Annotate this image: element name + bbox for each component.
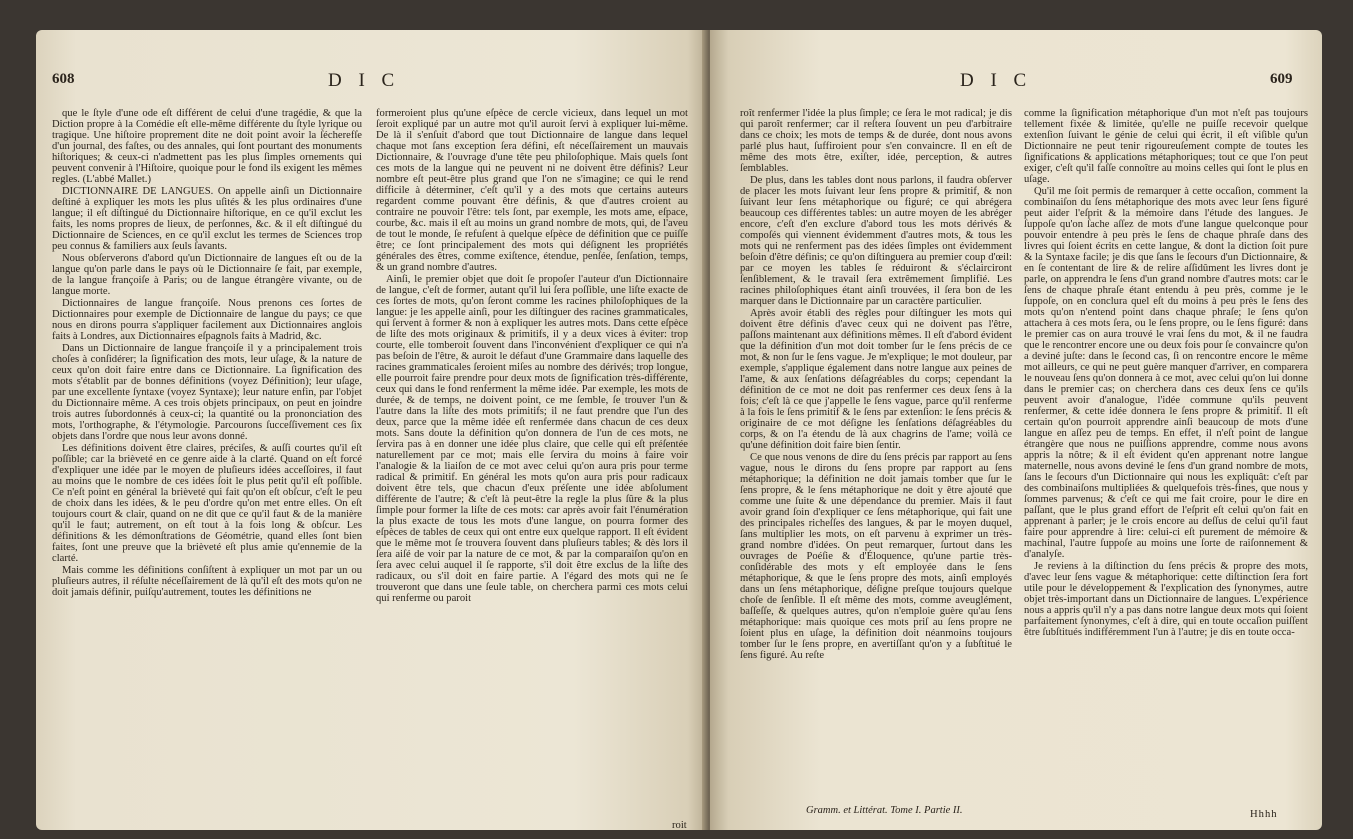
paragraph: Les définitions doivent être claires, préciſes, & auſſi courtes qu'il eſt poſſible; car la brièveté en ce genre aide à la clarté. Quand on eſt forcé d'expliquer une idée par le moyen de pluſieurs idées acceſſoires, il faut au moins que le nombre de ces idées ſoit le plus petit qu'il eſt poſſible. Ce n'eſt point en général la brièveté qui fait qu'on eſt obſcur, c'eſt le peu de choix dans les idées, & le peu d'ordre qu'on met entre elles. On eſt toujours court & clair, quand on ne dit que ce qu'il faut & de la manière qu'il le faut; autrement, on eſt tout à la fois long & obſcur. Les définitions & les démonſtrations de Géométrie, quand elles ſont bien faites, ſont une preuve que la brièveté eſt plus amie qu'ennemie de la clarté. — [52, 443, 362, 564]
paragraph: Dans un Dictionnaire de langue françoiſe il y a principalement trois choſes à conſidérer; la ſignification des mots, leur uſage, & la nature de ceux qu'on doit faire entre dans ce Dictionnaire. La ſignification des mots s'établit par de bonnes définitions (voyez Définition); leur uſage, par une excellente ſyntaxe (voyez Syntaxe); leur nature enfin, par l'objet du Dictionnaire même. A ces trois objets principaux, on peut en joindre trois autres ſubordonnés à ceux-ci; la quantité ou la prononciation des mots, l'orthographe, & l'étymologie. Parcourons ſucceſſivement ces ſix objets dans l'ordre que nous leur avons donné. — [52, 343, 362, 442]
paragraph: Qu'il me ſoit permis de remarquer à cette occaſion, comment la combinaiſon du ſens métaphorique des mots avec leur ſens figuré peut aider l'eſprit & la mémoire dans l'étude des langues. Je ſuppoſe qu'on ſache aſſez de mots d'une langue quelconque pour pouvoir entendre à peu près le ſens de chaque phraſe dans des livres qui ſoient écrits en cette langue, & dont la diction ſoit pure & la Syntaxe facile; je dis que ſans le ſecours d'un Dictionnaire, & en ſe contentant de lire & de relire aſſidûment les livres dont je parle, on apprendra le ſens d'un grand nombre d'autres mots: car le ſens de chaque phraſe étant entendu à peu près, comme je le ſuppoſe, on en conclura quel eſt du moins à peu près le ſens des mots qu'on n'entend point dans chaque phraſe; le ſens qu'on attachera à ces mots ſera, ou le ſens propre, ou le ſens figuré: dans le premier cas on aura trouvé le vrai ſens du mot, & il ne faudra que le rencontrer encore une ou deux fois pour ſe convaincre qu'on a deviné juſte: dans le ſecond cas, ſi on rencontre encore le même mot ailleurs, ce qui ne peut guère manquer d'arriver, en comparera le nouveau ſens qu'on donnera à ce mot, avec celui qu'on lui donne dans le premier cas; on cherchera dans ces deux ſens ce qu'ils peuvent avoir d'analogue, l'idée commune qu'ils peuvent renfermer, & cette idée donnera le ſens propre & primitif. Il eſt certain qu'on pourroit apprendre ainſi beaucoup de mots d'une langue en aſſez peu de temps. En effet, il n'eſt point de langue étrangère que nous ne puiſſions apprendre, comme nous avons appris la nôtre; & il eſt évident qu'en apprenant notre langue maternelle, nous avons deviné le ſens d'un grand nombre de mots, ſans le ſecours d'un Dictionnaire qui nous les expliquât: c'eſt par des combinaiſons multipliées & quelquefois très-fines, que nous y ſommes parvenus; & c'eſt ce qui me fait croire, pour le dire en paſſant, que le plus grand effort de l'eſprit eſt celui qu'on fait en apprenant à parler; je le crois encore au deſſus de celui qu'il faut faire pour apprendre à lire: celui-ci eſt purement de mémoire & machinal, l'autre ſuppoſe au moins une ſorte de raiſonnement & d'analyſe. — [1024, 186, 1308, 560]
right-page — [710, 30, 1322, 830]
paragraph: Ainſi, le premier objet que doit ſe propoſer l'auteur d'un Dictionnaire de langue, c'eſt de former, autant qu'il lui ſera poſſible, une liſte exacte de ces ſortes de mots, qu'on ſeront comme les racines philoſophiques de la langue: je les appelle ainſi, pour les diſtinguer des racines grammaticales, qui ſervent à former & non à expliquer les autres mots. Dans cette eſpèce de liſte des mots originaux & primitifs, il y a deux vices à éviter: trop courte, elle tomberoit ſouvent dans l'inconvénient d'expliquer ce qui n'a pas beſoin de l'être, & auroit le défaut d'une Grammaire dans laquelle des racines grammaticales ſeroient miſes au nombre des dérivés; trop longue, elle pourroit faire prendre pour deux mots de ſignification très-différente, ceux qui dans le fond renferment la même idée. Par exemple, les mots de durée, & de temps, ne doivent point, ce me ſemble, ſe trouver l'un & l'autre dans la liſte des mots primitifs; il ne faut prendre que l'un des deux, parce que la même idée eſt renfermée dans chacun de ces deux mots. Sans doute la définition qu'on donnera de l'un de ces mots, ne ſervira pas à en donner une idée plus claire, que celle qui eſt préſentée naturellement par ce mot; mais elle ſervira du moins à faire voir l'analogie & la liaiſon de ce mot avec celui qu'on aura pris pour terme radical & primitif. En général les mots qu'on aura pris pour radicaux doivent être tels, que chacun d'eux préſente une idée abſolument différente de l'autre; & c'eſt là peut-être la regle la plus ſûre & la plus ſimple pour former la liſte de ces mots: car après avoir fait l'énumération la plus exacte de tous les mots d'une langue, on pourra former des eſpèces de tables de ceux qui ont entre eux quelque rapport. Il eſt évident que le même mot ſe trouvera ſouvent dans pluſieurs tables; & dès lors il ſera aiſé de voir par la nature de ce mot, & par la comparaiſon qu'on en ſera avec celui auquel il ſe rapporte, s'il doit être exclus de la liſte des radicaux, ou s'il doit en faire partie. A l'égard des mots qui ne ſe trouveront que dans une ſeule table, on cherchera parmi ces mots celui qui renferme ou paroit — [376, 274, 688, 604]
paragraph: roît renfermer l'idée la plus ſimple; ce ſera le mot radical; je dis qui paroît renfermer; car il reſtera ſouvent un peu d'arbitraire dans ce choix; les mots de temps & de durée, dont nous avons parlé plus haut, ſuffiroient pour s'en convaincre. Il en eſt de même des mots être, exiſter, idée, perception, & autres ſemblables. — [740, 108, 1012, 174]
paragraph: Après avoir établi des règles pour diſtinguer les mots qui doivent être définis d'avec ceux qui ne doivent pas l'être, paſſons maintenant aux définitions mêmes. Il eſt d'abord évident que la définition d'un mot doit tomber ſur le ſens précis de ce mot, & non ſur le ſens vague. Je m'explique; le mot douleur, par exemple, s'applique également dans notre langue aux peines de l'ame, & aux ſenſations déſagréables du corps; cependant la définition de ce mot ne doit pas renfermer ces deux ſens à la fois; c'eſt là ce que j'appelle le ſens vague, parce qu'il renferme à la fois le ſens primitif & le ſens par extenſion: le ſens précis & originaire de ce mot déſigne les ſenſations déſagréables du corps, & on l'a étendu de là aux chagrins de l'ame; voilà ce qu'une définition doit faire bien ſentir. — [740, 308, 1012, 451]
paragraph: Nous obſerverons d'abord qu'un Dictionnaire de langues eſt ou de la langue qu'on parle dans le pays où le Dictionnaire ſe fait, par exemple, de la langue françoiſe à Paris; ou de langue étrangère vivante, ou de langue morte. — [52, 253, 362, 297]
paragraph: Je reviens à la diſtinction du ſens précis & propre des mots, d'avec leur ſens vague & métaphorique: cette diſtinction ſera fort utile pour le développement & l'explication des ſynonymes, autre objet très-important dans un Dictionnaire de langues. L'expérience nous a appris qu'il n'y a pas dans notre langue deux mots qui ſoient parfaitement ſynonymes, c'eſt à dire, qui en toute occaſion puiſſent être ſubſtitués indifféremment l'un à l'autre; je dis en toute occa- — [1024, 561, 1308, 638]
paragraph: DICTIONNAIRE DE LANGUES. On appelle ainſi un Dictionnaire deſtiné à expliquer les mots les plus uſités & les plus ordinaires d'une langue; il eſt diſtingué du Dictionnaire hiſtorique, en ce qu'il exclut les faits, les noms propres de lieux, de perſonnes, &c. & il eſt diſtingué du Dictionnaire de Sciences, en ce qu'il exclut les termes de Sciences trop peu connus & familiers aux ſeuls ſavants. — [52, 186, 362, 252]
paragraph: que le ſtyle d'une ode eſt différent de celui d'une tragédie, & que la Diction propre à la Comédie eſt elle-même différente du ſtyle lyrique ou tragique. Une hiſtoire proprement dite ne doit point avoir la ſécherefſe d'un journal, des faſtes, ou des annales, qui ſont pourtant des monuments hiſtoriques; & ceux-ci n'admettent pas les plus ſimples ornements qui peuvent convenir à l'Hiſtoire, quoique pour le fond ils exigent les mêmes regles. (L'abbé Mallet.) — [52, 108, 362, 185]
right-column-1 — [740, 108, 1012, 802]
paragraph: Mais comme les définitions conſiſtent à expliquer un mot par un ou pluſieurs autres, il réſulte néceſſairement de là qu'il eſt des mots qu'on ne doit jamais définir, puiſqu'autrement, toutes les définitions ne — [52, 565, 362, 598]
left-column-2 — [376, 108, 688, 816]
paragraph: De plus, dans les tables dont nous parlons, il faudra obſerver de placer les mots ſuivant leur ſens propre & primitif, & non ſuivant leur ſens métaphorique ou figuré; ce qui abrégera beaucoup ces différentes tables: un autre moyen de les abréger encore, c'eſt d'en exclure d'abord tous les mots dérivés & compoſés qui viennent évidemment d'autres mots, & tous les mots qui ne renferment pas des idées ſimples ont évidemment beſoin d'être définis; ce qu'on diſtinguera au premier coup d'œil: par ce moyen les tables ſe réduiront & s'éclairciront ſenſiblement, & le travail ſera extrêmement ſimplifié. Les racines philoſophiques étant ainſi trouvées, il ſera bon de les marquer dans le Dictionnaire par un caractère particulier. — [740, 175, 1012, 307]
paragraph: formeroient plus qu'une eſpèce de cercle vicieux, dans lequel un mot ſeroit expliqué par un autre mot qu'il auroit ſervi à expliquer lui-même. De là il s'enſuit d'abord que tout Dictionnaire de langue dans lequel chaque mot ſans exception ſera défini, eſt néceſſairement un mauvais Dictionnaire, & l'ouvrage d'une tête peu philoſophique. Mais quels ſont ces mots de la langue qui ne peuvent ni ne doivent être définis? Leur nombre eſt peut-être plus grand que l'on ne s'imagine; ce qui le rend difficile à déterminer, c'eſt qu'il y a des mots que certains auteurs regardent comme pouvant être définis, & que d'autres croient au contraire ne pouvoir l'être: tels ſont, par exemple, les mots ame, eſpace, courbe, &c. mais il eſt au moins un grand nombre de mots, qui, de l'aveu de tout le monde, ſe refuſent à quelque eſpèce de définition que ce puiſſe être; ce ſont principalement des mots qui déſignent les propriétés générales des êtres, comme exiſtence, étendue, penſée, ſenſation, temps, & un grand nombre d'autres. — [376, 108, 688, 273]
signature-mark: Hhhh — [1250, 809, 1278, 820]
left-column-1 — [52, 108, 362, 816]
right-column-2 — [1024, 108, 1308, 808]
right-page-number: 609 — [1270, 71, 1293, 87]
left-page-number: 608 — [52, 71, 75, 87]
paragraph: comme la ſignification métaphorique d'un mot n'eſt pas toujours tellement fixée & limitée, qu'elle ne puiſſe recevoir quelque extenſion ſuivant le génie de celui qui écrit, il eſt viſible qu'un Dictionnaire ne peut tenir rigoureuſement compte de toutes les ſignifications & applications métaphoriques; tout ce que l'on peut exiger, c'eſt qu'il faſſe connoître au moins celles qui ſont le plus en uſage. — [1024, 108, 1308, 185]
catchword: roit — [672, 820, 687, 830]
right-running-head: D I C — [960, 70, 1033, 91]
left-running-head: D I C — [328, 70, 401, 91]
page-footer: Gramm. et Littérat. Tome I. Partie II. — [806, 805, 963, 816]
left-page — [36, 30, 708, 830]
paragraph: Ce que nous venons de dire du ſens précis par rapport au ſens vague, nous le dirons du ſens propre par rapport au ſens métaphorique; la définition ne doit jamais tomber que ſur le ſens propre, & le ſens métaphorique ne doit y être ajouté que comme une ſuite & une dépendance du premier. Mais il faut avoir grand ſoin d'expliquer ce ſens métaphorique, qui fait une des principales richeſſes des langues, & par le moyen duquel, ſans multiplier les mots, on eſt parvenu à exprimer un très-grand nombre d'idées. On peut remarquer, ſurtout dans les ouvrages de Poéſie & d'Éloquence, qu'une partie très-conſidérable des mots y eſt employée dans le ſens métaphorique, & que le ſens propre des mots, ainſi employés dans un ſens métaphorique, déſigne preſque toujours quelque choſe de ſenſible. Il eſt même des mots, comme aveuglément, baſſeſſe, & quelques autres, qu'on n'emploie guère qu'au ſens métaphorique: mais quoique ces mots priſ au ſens propre ne ſoient plus en uſage, la définition doit néanmoins toujours tomber ſur le ſens propre, en avertiſſant qu'on y a ſubſtitué le ſens figuré. Au reſte — [740, 452, 1012, 661]
paragraph: Dictionnaires de langue françoiſe. Nous prenons ces ſortes de Dictionnaires pour exemple de Dictionnaire de langue du pays; ce que nous en dirons pourra s'appliquer facilement aux Dictionnaires anglois faits à Londres, aux Dictionnaires eſpagnols faits à Madrid, &c. — [52, 298, 362, 342]
